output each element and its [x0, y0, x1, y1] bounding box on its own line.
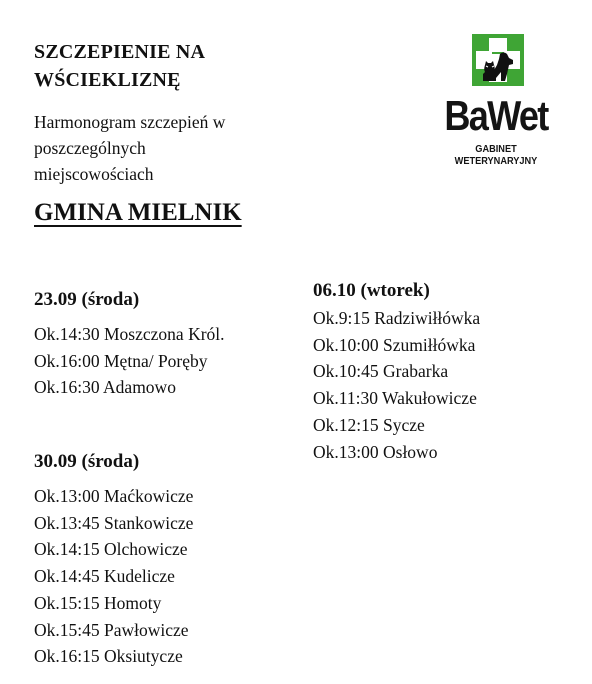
schedule-entry: Ok.13:00 Maćkowicze	[34, 486, 194, 506]
day-heading: 30.09 (środa)	[34, 451, 140, 472]
schedule-entry: Ok.16:15 Oksiutycze	[34, 646, 183, 667]
schedule-day-2	[34, 449, 193, 670]
schedule-entry: Ok.9:15 Radziwiłłówka	[313, 308, 481, 328]
schedule-entry: Ok.16:00 Mętna/ Poręby	[34, 350, 208, 371]
subtitle-line: miejscowościach	[34, 164, 154, 184]
subtitle-line: poszczególnych	[34, 138, 146, 158]
title-line: SZCZEPIENIE NA	[34, 41, 206, 63]
schedule-day-1	[34, 287, 225, 401]
bawet-logo	[428, 34, 564, 167]
logo-subtitle: GABINET WETERYNARYJNY	[454, 144, 538, 167]
schedule-entry: Ok.14:30 Moszczona Król.	[34, 324, 225, 344]
page-title	[34, 38, 334, 94]
title-line: WŚCIEKLIZNĘ	[34, 69, 181, 91]
green-cross-dog-cat-icon	[472, 34, 524, 86]
schedule-entry: Ok.15:45 Pawłowicze	[34, 619, 189, 640]
schedule-entry: Ok.13:45 Stankowicze	[34, 512, 194, 533]
schedule-entry: Ok.16:30 Adamowo	[34, 377, 176, 398]
schedule-entry: Ok.10:45 Grabarka	[313, 361, 449, 382]
schedule-entry: Ok.11:30 Wakułowicze	[313, 388, 477, 409]
day-heading: 23.09 (środa)	[34, 289, 140, 310]
page-subtitle	[34, 109, 294, 187]
logo-name: BaWet	[444, 92, 548, 139]
gmina-heading: GMINA MIELNIK	[34, 199, 242, 226]
schedule-entry: Ok.13:00 Osłowo	[313, 441, 438, 462]
schedule-entry: Ok.14:45 Kudelicze	[34, 566, 175, 587]
subtitle-line: Harmonogram szczepień w	[34, 112, 226, 132]
schedule-entry: Ok.12:15 Sycze	[313, 414, 425, 435]
schedule-day-3	[313, 278, 480, 465]
day-heading: 06.10 (wtorek)	[313, 280, 430, 301]
schedule-entry: Ok.15:15 Homoty	[34, 592, 162, 613]
schedule-entry: Ok.10:00 Szumiłłówka	[313, 334, 476, 355]
schedule-entry: Ok.14:15 Olchowicze	[34, 539, 188, 560]
